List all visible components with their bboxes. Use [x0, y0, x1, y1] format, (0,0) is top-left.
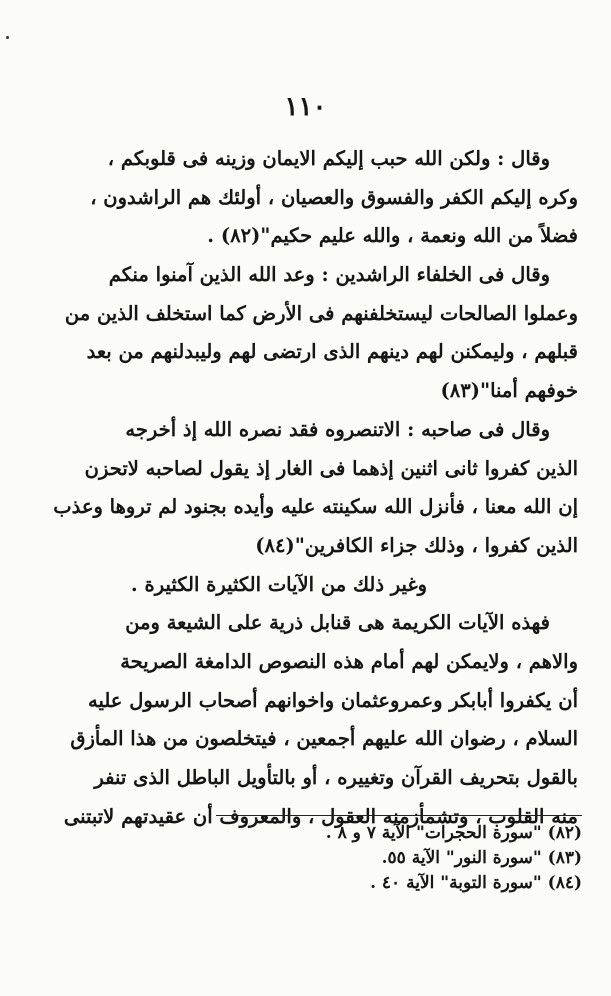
footnote: (٨٤) "سورة التوبة" الآية ٤٠ . [370, 873, 582, 893]
text-line: أن يكفروا أبابكر وعمروعثمان واخوانهم أصحاب الرسول عليه [88, 688, 578, 712]
footnotes [120, 821, 582, 896]
main-text [40, 140, 578, 836]
text-line: وعملوا الصالحات ليستخلفنهم فى الأرض كما استخلف الذين من [64, 301, 578, 325]
text-line: خوفهم أمنا"(٨٣) [440, 379, 578, 403]
text-line: بالقول بتحريف القرآن وتغييره ، أو بالتأويل الباطل الذى تنفر [94, 766, 578, 789]
text-line: السلام ، رضوان الله عليهم أجمعين ، فيتخلصون من هذا المأزق [70, 727, 578, 751]
text-line: وقال : ولكن الله حبب إليكم الايمان وزينه فى قلوبكم ، [107, 147, 550, 170]
footnote: (٨٢) "سورة الحجرات" الآية ٧ و ٨ . [325, 823, 582, 843]
text-line: وقال فى الخلفاء الراشدين : وعد الله الذين آمنوا منكم [108, 263, 550, 287]
text-line: وقال فى صاحبه : الاتنصروه فقد نصره الله إذ أخرجه [125, 417, 550, 441]
text-line: الذين كفروا ثانى اثنين إذهما فى الغار إذ يقول لصاحبه لاتحزن [84, 456, 578, 480]
footnote: (٨٣) "سورة النور" الآية ٥٥. [381, 848, 582, 868]
page-number: ١١٠ [284, 92, 327, 122]
text-line: فضلاً من الله ونعمة ، والله عليم حكيم"(٨٢) . [207, 224, 578, 248]
text-line: وكره إليكم الكفر والفسوق والعصيان ، أولئك هم الراشدون ، [90, 185, 578, 209]
text-line: وغير ذلك من الآيات الكثيرة الكثيرة . [130, 572, 428, 596]
text-line: منه القلوب ، وتشمأزمنه العقول ، والمعروف أن عقيدتهم لاتبتنى [63, 804, 578, 828]
footnote-divider [216, 815, 582, 816]
text-line: إن الله معنا ، فأنزل الله سكينته عليه وأيده بجنود لم تروها وعذب [53, 495, 578, 519]
text-line: قبلهم ، وليمكنن لهم دينهم الذى ارتضى لهم وليبدلنهم من بعد [86, 340, 578, 364]
text-line: فهذه الآيات الكريمة هى قنابل ذرية على الشيعة ومن [125, 611, 550, 635]
margin-speck [6, 36, 9, 39]
text-line: والاهم ، ولايمكن لهم أمام هذه النصوص الدامغة الصريحة [120, 649, 578, 673]
text-line: الذين كفروا ، وذلك جزاء الكافرين"(٨٤) [255, 533, 578, 557]
